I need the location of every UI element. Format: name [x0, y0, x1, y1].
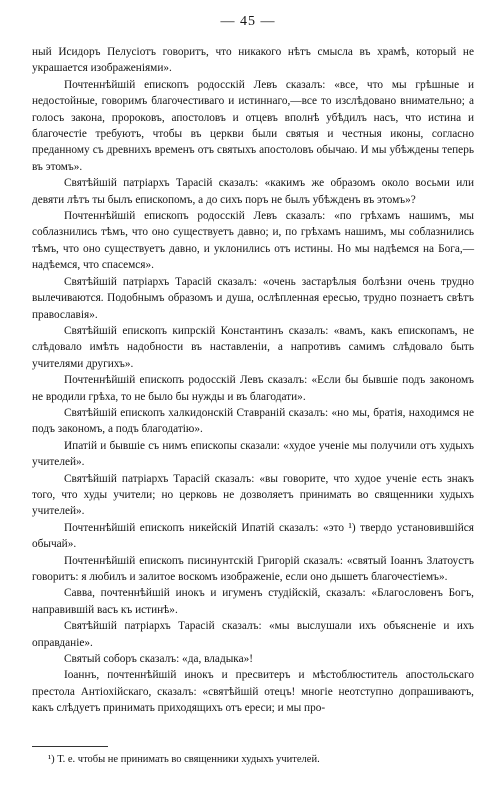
footnote-divider	[32, 746, 108, 747]
paragraph: Ипатій и бывшіе съ нимъ епископы сказали: «худое ученіе мы получили отъ худыхъ учителей».	[32, 439, 474, 469]
paragraph: Святѣйшій патріархъ Тарасій сказалъ: «мы выслушали ихъ объясненіе и ихъ оправданіе».	[32, 620, 474, 649]
paragraph: Іоаннъ, почтеннѣйшій инокъ и пресвитеръ и мѣстоблюститель апостольскаго престола Антіохійскаго, сказалъ: «святѣйшій отецъ! многіе неотступно допрашиваютъ, какъ слѣдуетъ принимать приходящихъ отъ ереси; и мы про-	[32, 669, 474, 715]
paragraph: Святѣйшій патріархъ Тарасій сказалъ: «какимъ же образомъ около восьми или девяти лѣтъ ты былъ епископомъ, а до сихъ поръ не былъ убѣжденъ въ этомъ»?	[32, 177, 474, 206]
paragraph: Савва, почтеннѣйшій инокъ и игуменъ студійскій, сказалъ: «Благословенъ Богъ, направившій васъ къ истинѣ».	[32, 587, 474, 616]
footnote: ¹) Т. е. чтобы не принимать во священники худыхъ учителей.	[48, 754, 320, 765]
paragraph: Почтеннѣйшій епископъ писинунтскій Григорій сказалъ: «святый Іоаннъ Златоустъ говоритъ: я любилъ и залитое воскомъ изображеніе, если оно дышетъ благочестіемъ».	[32, 554, 474, 583]
paragraph: Святѣйшій патріархъ Тарасій сказалъ: «очень застарѣлыя болѣзни очень трудно вылечиваются. Подобнымъ образомъ и душа, ослѣпленная ересью, трудно познаетъ свѣтъ православія».	[32, 275, 474, 321]
paragraph: Почтеннѣйшій епископъ родосскій Левъ сказалъ: «по грѣхамъ нашимъ, мы соблазнились тѣмъ, что оно существуетъ давно; и, по грѣхамъ нашимъ, мы соблазнились тѣмъ, что оно существуетъ давно, и уклонились отъ истины. Но мы надѣемся на Бога,—надѣемся, что спасемся».	[32, 210, 474, 272]
paragraph: Почтеннѣйшій епископъ никейскій Ипатій сказалъ: «это ¹) твердо установившійся обычай».	[32, 521, 474, 551]
paragraph: ный Исидоръ Пелусіотъ говоритъ, что никакого нѣтъ смысла въ храмѣ, который не украшается изображеніями».	[32, 46, 474, 75]
paragraph: Святѣйшій епископъ халкидонскій Ставраній сказалъ: «но мы, братія, находимся не подъ закономъ, а подъ благодатію».	[32, 406, 474, 436]
paragraph: Святѣйшій епископъ кипрскій Константинъ сказалъ: «вамъ, какъ епископамъ, не слѣдовало имѣть надобности въ наставленіи, а напротивъ самимъ слѣдовало быть учителями другихъ».	[32, 324, 474, 370]
paragraph: Святѣйшій патріархъ Тарасій сказалъ: «вы говорите, что худое ученіе есть знакъ того, что худы учители; но церковь не дозволяетъ принимать во священники худыхъ учителей».	[32, 472, 474, 518]
paragraph: Святый соборъ сказалъ: «да, владыка»!	[64, 653, 254, 666]
body-text	[32, 44, 474, 717]
paragraph: Почтеннѣйшій епископъ родосскій Левъ сказалъ: «Если бы бывшіе подъ закономъ не вродили грѣха, то не было бы нужды и въ благодати».	[32, 374, 474, 403]
page-number: — 45 —	[220, 14, 276, 29]
paragraph: Почтеннѣйшій епископъ родосскій Левъ сказалъ: «все, что мы грѣшные и недостойные, говоримъ благочестиваго и истиннаго,—все то изслѣдовано внимательно; а голосъ закона, пророковъ, апостоловъ и отцевъ вполнѣ убѣдилъ насъ, что истина и благочестіе требуютъ, чтобы въ церкви были святыя и честныя иконы, согласно преданному съ древнихъ временъ отъ святыхъ апостоловъ обычаю. И мы убѣждены теперь въ этомъ».	[32, 78, 474, 173]
